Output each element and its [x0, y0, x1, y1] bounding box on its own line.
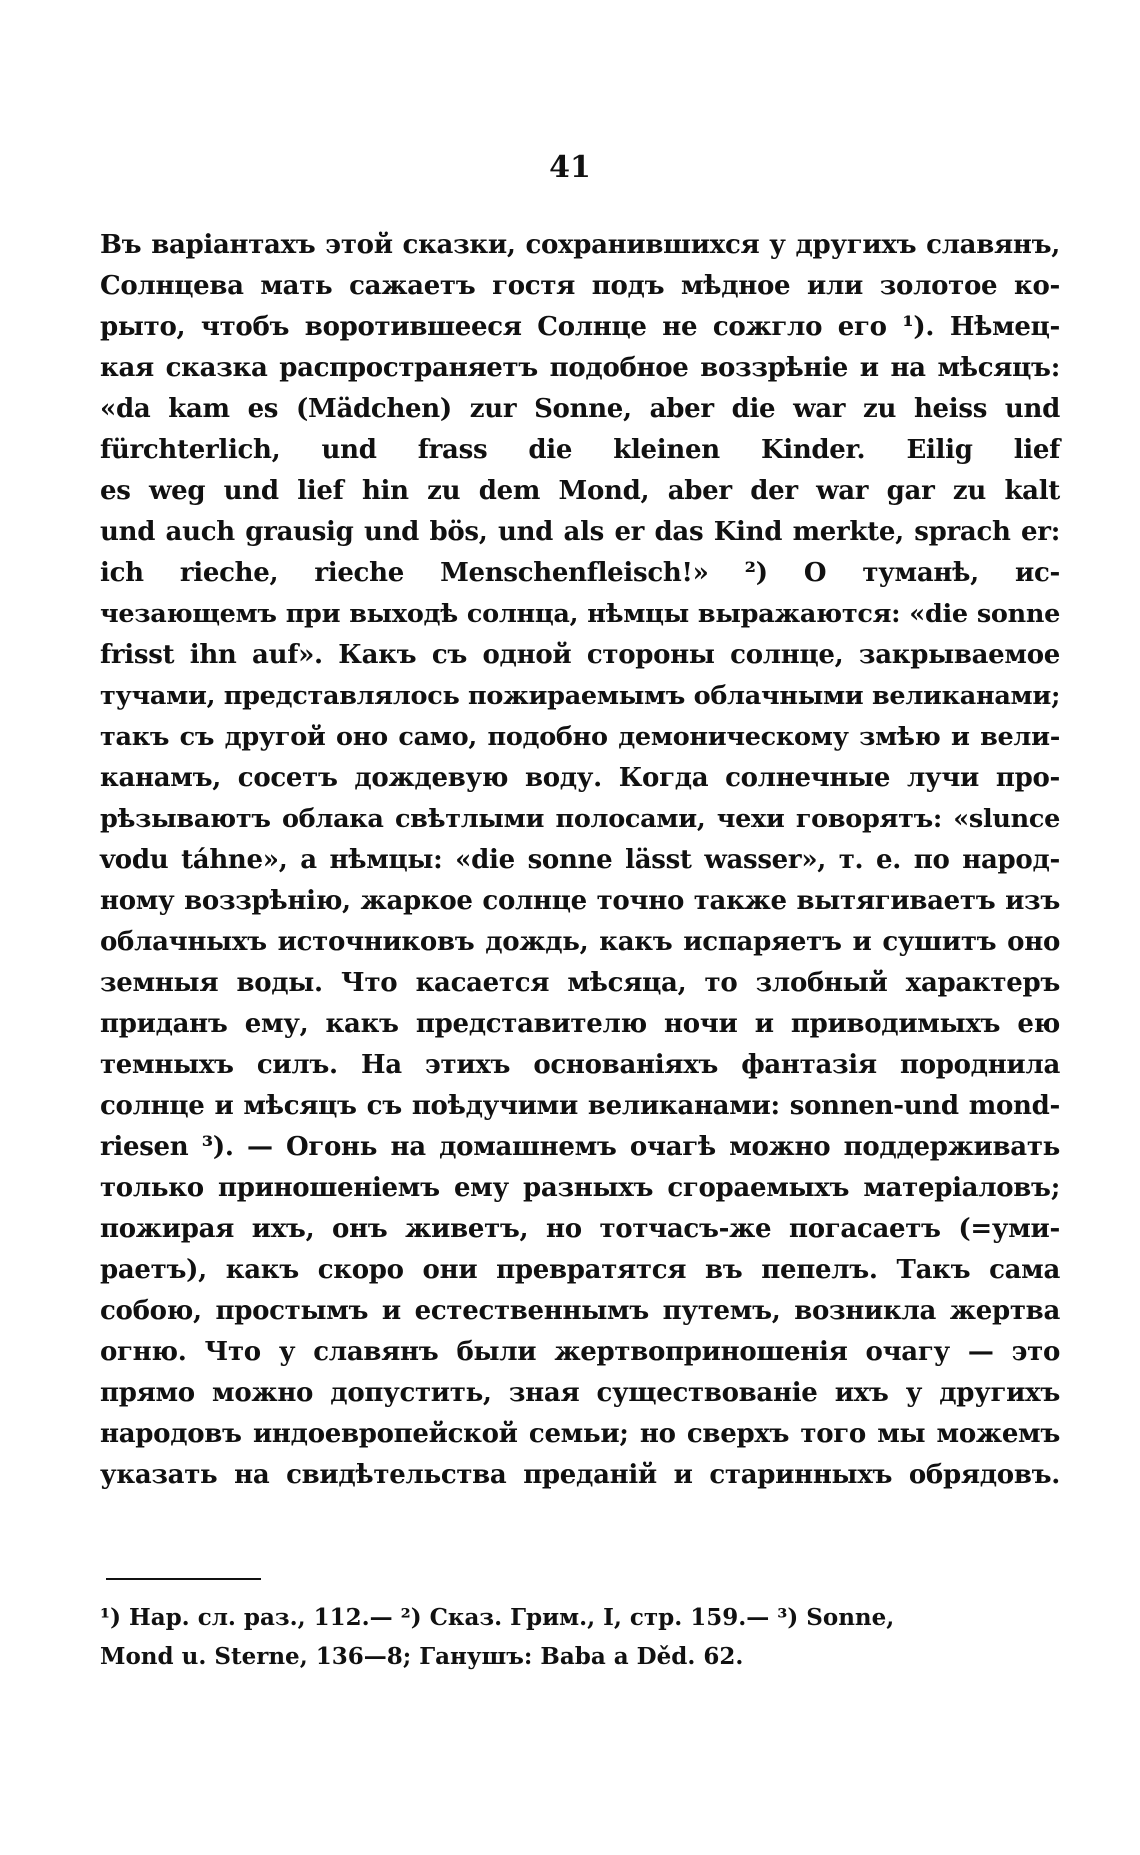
text-line: frisst ihn auf». Какъ съ одной стороны солнце, закрываемое	[100, 640, 1060, 670]
body-text	[100, 225, 1060, 1496]
text-line: тучами, представлялось пожираемымъ облачными великанами;	[100, 681, 1061, 711]
footnote-line: Mond u. Sterne, 136—8; Ганушъ: Baba a Děd. 62.	[100, 1643, 744, 1670]
text-line: приданъ ему, какъ представителю ночи и приводимыхъ ею	[100, 1009, 1060, 1039]
text-line: прямо можно допустить, зная существованіе ихъ у другихъ	[100, 1378, 1060, 1408]
text-line: облачныхъ источниковъ дождь, какъ испаряетъ и сушитъ оно	[100, 927, 1060, 957]
text-line: солнце и мѣсяцъ съ поѣдучими великанами: sonnen-und mond-	[100, 1091, 1060, 1121]
text-line: riesen ³). — Огонь на домашнемъ очагѣ можно поддерживать	[100, 1132, 1060, 1162]
text-line: указать на свидѣтельства преданій и старинныхъ обрядовъ.	[100, 1460, 1060, 1490]
footnote-line: ¹) Нар. сл. раз., 112.— ²) Сказ. Грим., I, стр. 159.— ³) Sonne,	[100, 1604, 895, 1631]
text-line: народовъ индоевропейской семьи; но сверхъ того мы можемъ	[100, 1419, 1060, 1449]
text-line: ich rieche, rieche Menschenfleisch!» ²) О туманѣ, ис-	[100, 558, 1060, 588]
text-line: чезающемъ при выходѣ солнца, нѣмцы выражаются: «die sonne	[100, 599, 1060, 629]
text-line: пожирая ихъ, онъ живетъ, но тотчасъ-же погасаетъ (=уми-	[100, 1214, 1060, 1244]
text-line: собою, простымъ и естественнымъ путемъ, возникла жертва	[100, 1296, 1060, 1326]
text-line: огню. Что у славянъ были жертвоприношенія очагу — это	[100, 1337, 1060, 1367]
footnotes	[100, 1598, 1060, 1676]
text-line: земныя воды. Что касается мѣсяца, то злобный характеръ	[100, 968, 1060, 998]
text-line: es weg und lief hin zu dem Mond, aber der war gar zu kalt	[100, 476, 1060, 506]
text-line: рыто, чтобъ воротившееся Солнце не сожгло его ¹). Нѣмец-	[100, 312, 1060, 342]
text-line: ному воззрѣнію, жаркое солнце точно также вытягиваетъ изъ	[100, 886, 1060, 916]
text-line: такъ съ другой оно само, подобно демоническому змѣю и вели-	[100, 722, 1060, 752]
text-line: vodu táhne», а нѣмцы: «die sonne lässt wasser», т. е. по народ-	[100, 845, 1060, 875]
text-line: темныхъ силъ. На этихъ основаніяхъ фантазія породнила	[100, 1050, 1060, 1080]
page-number: 41	[549, 150, 591, 185]
text-line: und auch grausig und bös, und als er das Kind merkte, sprach er:	[100, 517, 1060, 547]
text-line: Солнцева мать сажаетъ гостя подъ мѣдное или золотое ко-	[100, 271, 1060, 301]
text-line: рѣзываютъ облака свѣтлыми полосами, чехи говорятъ: «slunce	[100, 804, 1060, 834]
text-line: канамъ, сосетъ дождевую воду. Когда солнечные лучи про-	[100, 763, 1060, 793]
text-line: раетъ), какъ скоро они превратятся въ пепелъ. Такъ сама	[100, 1255, 1060, 1285]
text-line: только приношеніемъ ему разныхъ сгораемыхъ матеріаловъ;	[100, 1173, 1060, 1203]
text-line: «da kam es (Mädchen) zur Sonne, aber die war zu heiss und	[100, 394, 1060, 424]
text-line: fürchterlich, und frass die kleinen Kinder. Eilig lief	[100, 435, 1060, 465]
footnote-divider	[106, 1578, 261, 1580]
text-line: Въ варіантахъ этой сказки, сохранившихся у другихъ славянъ,	[100, 230, 1060, 260]
text-line: кая сказка распространяетъ подобное воззрѣніе и на мѣсяцъ:	[100, 353, 1060, 383]
